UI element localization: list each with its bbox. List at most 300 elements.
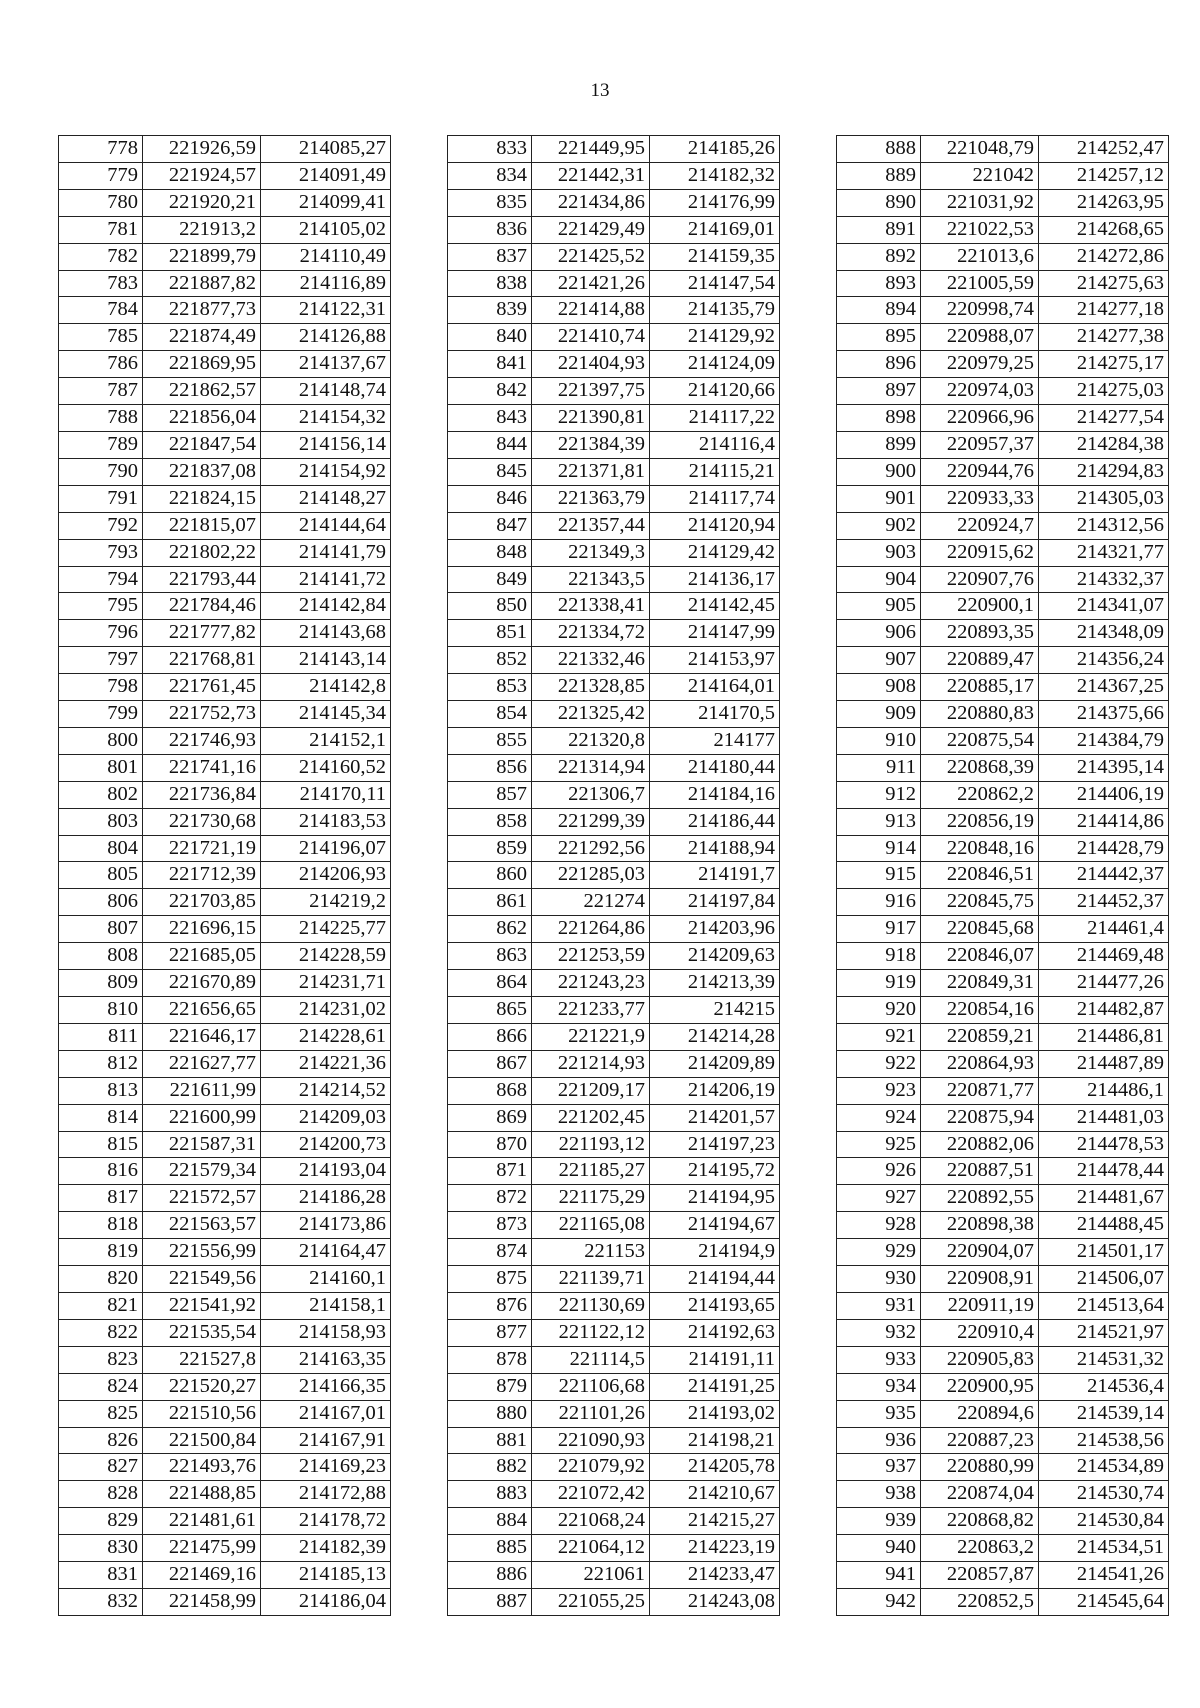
y-coordinate-cell: 214159,35 (650, 243, 780, 270)
table-row (448, 431, 780, 458)
point-number-cell: 930 (837, 1266, 921, 1293)
point-number-cell: 892 (837, 243, 921, 270)
x-coordinate-cell: 221343,5 (532, 566, 650, 593)
y-coordinate-cell: 214305,03 (1039, 485, 1169, 512)
point-number-cell: 925 (837, 1131, 921, 1158)
page-number: 13 (590, 80, 610, 101)
y-coordinate-cell: 214205,78 (650, 1454, 780, 1481)
table-row (59, 1454, 391, 1481)
x-coordinate-cell: 221784,46 (143, 593, 261, 620)
table-row (59, 1266, 391, 1293)
x-coordinate-cell: 221899,79 (143, 243, 261, 270)
point-number-cell: 867 (448, 1050, 532, 1077)
table-row (448, 485, 780, 512)
table-row (59, 1588, 391, 1615)
point-number-cell: 934 (837, 1373, 921, 1400)
y-coordinate-cell: 214153,97 (650, 647, 780, 674)
point-number-cell: 849 (448, 566, 532, 593)
x-coordinate-cell: 221510,56 (143, 1400, 261, 1427)
point-number-cell: 909 (837, 701, 921, 728)
point-number-cell: 851 (448, 620, 532, 647)
table-row (448, 297, 780, 324)
point-number-cell: 811 (59, 1023, 143, 1050)
point-number-cell: 938 (837, 1481, 921, 1508)
y-coordinate-cell: 214530,84 (1039, 1508, 1169, 1535)
table-row (837, 1212, 1169, 1239)
y-coordinate-cell: 214221,36 (261, 1050, 391, 1077)
x-coordinate-cell: 220880,99 (921, 1454, 1039, 1481)
y-coordinate-cell: 214486,1 (1039, 1077, 1169, 1104)
point-number-cell: 824 (59, 1373, 143, 1400)
x-coordinate-cell: 220845,75 (921, 889, 1039, 916)
table-row (837, 1266, 1169, 1293)
x-coordinate-cell: 221274 (532, 889, 650, 916)
table-row (837, 1158, 1169, 1185)
y-coordinate-cell: 214194,9 (650, 1239, 780, 1266)
table-row (448, 351, 780, 378)
y-coordinate-cell: 214481,67 (1039, 1185, 1169, 1212)
point-number-cell: 787 (59, 378, 143, 405)
x-coordinate-cell: 220988,07 (921, 324, 1039, 351)
x-coordinate-cell: 221072,42 (532, 1481, 650, 1508)
x-coordinate-cell: 221175,29 (532, 1185, 650, 1212)
table-row (837, 1427, 1169, 1454)
table-row (448, 835, 780, 862)
point-number-cell: 895 (837, 324, 921, 351)
point-number-cell: 799 (59, 701, 143, 728)
y-coordinate-cell: 214348,09 (1039, 620, 1169, 647)
x-coordinate-cell: 221793,44 (143, 566, 261, 593)
x-coordinate-cell: 221320,8 (532, 727, 650, 754)
table-row (448, 889, 780, 916)
y-coordinate-cell: 214122,31 (261, 297, 391, 324)
point-number-cell: 781 (59, 216, 143, 243)
x-coordinate-cell: 221357,44 (532, 512, 650, 539)
x-coordinate-cell: 221397,75 (532, 378, 650, 405)
table-row (837, 781, 1169, 808)
point-number-cell: 940 (837, 1535, 921, 1562)
point-number-cell: 916 (837, 889, 921, 916)
x-coordinate-cell: 220887,23 (921, 1427, 1039, 1454)
x-coordinate-cell: 221429,49 (532, 216, 650, 243)
x-coordinate-cell: 221114,5 (532, 1346, 650, 1373)
x-coordinate-cell: 221292,56 (532, 835, 650, 862)
point-number-cell: 918 (837, 943, 921, 970)
x-coordinate-cell: 221535,54 (143, 1319, 261, 1346)
table-row (448, 1266, 780, 1293)
point-number-cell: 853 (448, 674, 532, 701)
point-number-cell: 861 (448, 889, 532, 916)
y-coordinate-cell: 214312,56 (1039, 512, 1169, 539)
y-coordinate-cell: 214530,74 (1039, 1481, 1169, 1508)
point-number-cell: 864 (448, 970, 532, 997)
point-number-cell: 804 (59, 835, 143, 862)
point-number-cell: 885 (448, 1535, 532, 1562)
table-row (448, 136, 780, 163)
table-row (59, 1212, 391, 1239)
table-row (59, 270, 391, 297)
table-row (59, 808, 391, 835)
y-coordinate-cell: 214209,89 (650, 1050, 780, 1077)
y-coordinate-cell: 214209,63 (650, 943, 780, 970)
y-coordinate-cell: 214193,04 (261, 1158, 391, 1185)
point-number-cell: 795 (59, 593, 143, 620)
x-coordinate-cell: 220880,83 (921, 701, 1039, 728)
point-number-cell: 783 (59, 270, 143, 297)
y-coordinate-cell: 214160,52 (261, 754, 391, 781)
x-coordinate-cell: 221253,59 (532, 943, 650, 970)
y-coordinate-cell: 214214,52 (261, 1077, 391, 1104)
point-number-cell: 858 (448, 808, 532, 835)
y-coordinate-cell: 214233,47 (650, 1562, 780, 1589)
y-coordinate-cell: 214188,94 (650, 835, 780, 862)
table-row (448, 1077, 780, 1104)
table-row (59, 324, 391, 351)
table-row (448, 781, 780, 808)
y-coordinate-cell: 214442,37 (1039, 862, 1169, 889)
y-coordinate-cell: 214213,39 (650, 970, 780, 997)
table-row (837, 862, 1169, 889)
table-row (448, 1131, 780, 1158)
point-number-cell: 842 (448, 378, 532, 405)
table-row (448, 862, 780, 889)
x-coordinate-cell: 220859,21 (921, 1023, 1039, 1050)
y-coordinate-cell: 214228,61 (261, 1023, 391, 1050)
point-number-cell: 936 (837, 1427, 921, 1454)
table-row (448, 754, 780, 781)
table-row (837, 701, 1169, 728)
x-coordinate-cell: 220900,1 (921, 593, 1039, 620)
table-row (59, 647, 391, 674)
point-number-cell: 906 (837, 620, 921, 647)
x-coordinate-cell: 221165,08 (532, 1212, 650, 1239)
y-coordinate-cell: 214135,79 (650, 297, 780, 324)
table-row (448, 1104, 780, 1131)
table-row (837, 1373, 1169, 1400)
y-coordinate-cell: 214414,86 (1039, 808, 1169, 835)
table-row (59, 835, 391, 862)
table-row (837, 620, 1169, 647)
point-number-cell: 914 (837, 835, 921, 862)
y-coordinate-cell: 214126,88 (261, 324, 391, 351)
point-number-cell: 901 (837, 485, 921, 512)
y-coordinate-cell: 214182,32 (650, 162, 780, 189)
table-row (837, 566, 1169, 593)
x-coordinate-cell: 221449,95 (532, 136, 650, 163)
table-row (837, 997, 1169, 1024)
y-coordinate-cell: 214284,38 (1039, 431, 1169, 458)
point-number-cell: 792 (59, 512, 143, 539)
x-coordinate-cell: 221824,15 (143, 485, 261, 512)
table-row (59, 566, 391, 593)
x-coordinate-cell: 221055,25 (532, 1588, 650, 1615)
y-coordinate-cell: 214193,65 (650, 1292, 780, 1319)
y-coordinate-cell: 214120,94 (650, 512, 780, 539)
x-coordinate-cell: 221563,57 (143, 1212, 261, 1239)
x-coordinate-cell: 221334,72 (532, 620, 650, 647)
point-number-cell: 860 (448, 862, 532, 889)
y-coordinate-cell: 214321,77 (1039, 539, 1169, 566)
y-coordinate-cell: 214178,72 (261, 1508, 391, 1535)
x-coordinate-cell: 220849,31 (921, 970, 1039, 997)
table-row (59, 458, 391, 485)
point-number-cell: 862 (448, 916, 532, 943)
point-number-cell: 859 (448, 835, 532, 862)
x-coordinate-cell: 221556,99 (143, 1239, 261, 1266)
y-coordinate-cell: 214158,1 (261, 1292, 391, 1319)
y-coordinate-cell: 214481,03 (1039, 1104, 1169, 1131)
y-coordinate-cell: 214170,11 (261, 781, 391, 808)
table-row (448, 1588, 780, 1615)
x-coordinate-cell: 220979,25 (921, 351, 1039, 378)
y-coordinate-cell: 214191,25 (650, 1373, 780, 1400)
table-row (59, 1535, 391, 1562)
point-number-cell: 785 (59, 324, 143, 351)
y-coordinate-cell: 214186,28 (261, 1185, 391, 1212)
y-coordinate-cell: 214539,14 (1039, 1400, 1169, 1427)
y-coordinate-cell: 214275,17 (1039, 351, 1169, 378)
y-coordinate-cell: 214143,14 (261, 647, 391, 674)
point-number-cell: 880 (448, 1400, 532, 1427)
table-row (59, 970, 391, 997)
table-row (448, 1562, 780, 1589)
y-coordinate-cell: 214142,45 (650, 593, 780, 620)
point-number-cell: 893 (837, 270, 921, 297)
y-coordinate-cell: 214206,93 (261, 862, 391, 889)
point-number-cell: 875 (448, 1266, 532, 1293)
y-coordinate-cell: 214158,93 (261, 1319, 391, 1346)
table-row (448, 1158, 780, 1185)
table-row (837, 1131, 1169, 1158)
table-row (837, 674, 1169, 701)
x-coordinate-cell: 221924,57 (143, 162, 261, 189)
x-coordinate-cell: 221349,3 (532, 539, 650, 566)
point-number-cell: 830 (59, 1535, 143, 1562)
y-coordinate-cell: 214203,96 (650, 916, 780, 943)
x-coordinate-cell: 220846,07 (921, 943, 1039, 970)
point-number-cell: 919 (837, 970, 921, 997)
x-coordinate-cell: 220874,04 (921, 1481, 1039, 1508)
y-coordinate-cell: 214534,51 (1039, 1535, 1169, 1562)
point-number-cell: 818 (59, 1212, 143, 1239)
y-coordinate-cell: 214169,01 (650, 216, 780, 243)
x-coordinate-cell: 221837,08 (143, 458, 261, 485)
x-coordinate-cell: 220974,03 (921, 378, 1039, 405)
x-coordinate-cell: 220915,62 (921, 539, 1039, 566)
y-coordinate-cell: 214192,63 (650, 1319, 780, 1346)
y-coordinate-cell: 214154,92 (261, 458, 391, 485)
point-number-cell: 890 (837, 189, 921, 216)
point-number-cell: 838 (448, 270, 532, 297)
point-number-cell: 889 (837, 162, 921, 189)
x-coordinate-cell: 221031,92 (921, 189, 1039, 216)
point-number-cell: 908 (837, 674, 921, 701)
table-row (448, 674, 780, 701)
point-number-cell: 784 (59, 297, 143, 324)
point-number-cell: 816 (59, 1158, 143, 1185)
point-number-cell: 873 (448, 1212, 532, 1239)
point-number-cell: 865 (448, 997, 532, 1024)
point-number-cell: 808 (59, 943, 143, 970)
x-coordinate-cell: 221371,81 (532, 458, 650, 485)
table-row (59, 727, 391, 754)
point-number-cell: 805 (59, 862, 143, 889)
point-number-cell: 933 (837, 1346, 921, 1373)
point-number-cell: 921 (837, 1023, 921, 1050)
y-coordinate-cell: 214110,49 (261, 243, 391, 270)
table-row (837, 297, 1169, 324)
table-row (837, 916, 1169, 943)
y-coordinate-cell: 214194,95 (650, 1185, 780, 1212)
x-coordinate-cell: 221425,52 (532, 243, 650, 270)
table-row (837, 1562, 1169, 1589)
point-number-cell: 788 (59, 405, 143, 432)
x-coordinate-cell: 221068,24 (532, 1508, 650, 1535)
x-coordinate-cell: 220863,2 (921, 1535, 1039, 1562)
point-number-cell: 847 (448, 512, 532, 539)
table-row (448, 1212, 780, 1239)
x-coordinate-cell: 221741,16 (143, 754, 261, 781)
point-number-cell: 794 (59, 566, 143, 593)
y-coordinate-cell: 214545,64 (1039, 1588, 1169, 1615)
x-coordinate-cell: 221703,85 (143, 889, 261, 916)
table-row (448, 1346, 780, 1373)
y-coordinate-cell: 214277,18 (1039, 297, 1169, 324)
table-row (837, 378, 1169, 405)
x-coordinate-cell: 221869,95 (143, 351, 261, 378)
table-row (837, 324, 1169, 351)
table-row (448, 1508, 780, 1535)
point-number-cell: 879 (448, 1373, 532, 1400)
x-coordinate-cell: 220871,77 (921, 1077, 1039, 1104)
x-coordinate-cell: 221122,12 (532, 1319, 650, 1346)
x-coordinate-cell: 221500,84 (143, 1427, 261, 1454)
table-row (59, 1508, 391, 1535)
y-coordinate-cell: 214521,97 (1039, 1319, 1169, 1346)
x-coordinate-cell: 220852,5 (921, 1588, 1039, 1615)
x-coordinate-cell: 221193,12 (532, 1131, 650, 1158)
point-number-cell: 810 (59, 997, 143, 1024)
x-coordinate-cell: 220892,55 (921, 1185, 1039, 1212)
x-coordinate-cell: 221611,99 (143, 1077, 261, 1104)
point-number-cell: 827 (59, 1454, 143, 1481)
point-number-cell: 903 (837, 539, 921, 566)
table-row (59, 1319, 391, 1346)
table-row (448, 970, 780, 997)
y-coordinate-cell: 214534,89 (1039, 1454, 1169, 1481)
table-row (837, 458, 1169, 485)
y-coordinate-cell: 214332,37 (1039, 566, 1169, 593)
point-number-cell: 840 (448, 324, 532, 351)
x-coordinate-cell: 221752,73 (143, 701, 261, 728)
x-coordinate-cell: 221469,16 (143, 1562, 261, 1589)
y-coordinate-cell: 214477,26 (1039, 970, 1169, 997)
point-number-cell: 910 (837, 727, 921, 754)
x-coordinate-cell: 221627,77 (143, 1050, 261, 1077)
x-coordinate-cell: 221064,12 (532, 1535, 650, 1562)
y-coordinate-cell: 214225,77 (261, 916, 391, 943)
x-coordinate-cell: 221325,42 (532, 701, 650, 728)
table-row (837, 970, 1169, 997)
x-coordinate-cell: 220898,38 (921, 1212, 1039, 1239)
table-row (448, 243, 780, 270)
y-coordinate-cell: 214195,72 (650, 1158, 780, 1185)
y-coordinate-cell: 214461,4 (1039, 916, 1169, 943)
point-number-cell: 813 (59, 1077, 143, 1104)
x-coordinate-cell: 221730,68 (143, 808, 261, 835)
point-number-cell: 874 (448, 1239, 532, 1266)
x-coordinate-cell: 221013,6 (921, 243, 1039, 270)
x-coordinate-cell: 221243,23 (532, 970, 650, 997)
y-coordinate-cell: 214272,86 (1039, 243, 1169, 270)
y-coordinate-cell: 214166,35 (261, 1373, 391, 1400)
point-number-cell: 902 (837, 512, 921, 539)
point-number-cell: 878 (448, 1346, 532, 1373)
point-number-cell: 939 (837, 1508, 921, 1535)
y-coordinate-cell: 214144,64 (261, 512, 391, 539)
x-coordinate-cell: 221856,04 (143, 405, 261, 432)
x-coordinate-cell: 221475,99 (143, 1535, 261, 1562)
point-number-cell: 806 (59, 889, 143, 916)
y-coordinate-cell: 214176,99 (650, 189, 780, 216)
table-row (837, 512, 1169, 539)
table-row (837, 754, 1169, 781)
point-number-cell: 896 (837, 351, 921, 378)
y-coordinate-cell: 214160,1 (261, 1266, 391, 1293)
point-number-cell: 814 (59, 1104, 143, 1131)
x-coordinate-cell: 221887,82 (143, 270, 261, 297)
point-number-cell: 941 (837, 1562, 921, 1589)
x-coordinate-cell: 221042 (921, 162, 1039, 189)
table-row (448, 405, 780, 432)
y-coordinate-cell: 214164,01 (650, 674, 780, 701)
table-row (59, 216, 391, 243)
point-number-cell: 854 (448, 701, 532, 728)
table-row (59, 1292, 391, 1319)
x-coordinate-cell: 221877,73 (143, 297, 261, 324)
y-coordinate-cell: 214191,7 (650, 862, 780, 889)
y-coordinate-cell: 214172,88 (261, 1481, 391, 1508)
table-row (837, 943, 1169, 970)
point-number-cell: 923 (837, 1077, 921, 1104)
x-coordinate-cell: 221079,92 (532, 1454, 650, 1481)
table-row (59, 189, 391, 216)
x-coordinate-cell: 221736,84 (143, 781, 261, 808)
table-row (448, 270, 780, 297)
point-number-cell: 882 (448, 1454, 532, 1481)
point-number-cell: 883 (448, 1481, 532, 1508)
x-coordinate-cell: 220864,93 (921, 1050, 1039, 1077)
table-row (448, 1427, 780, 1454)
x-coordinate-cell: 220885,17 (921, 674, 1039, 701)
x-coordinate-cell: 220875,94 (921, 1104, 1039, 1131)
y-coordinate-cell: 214228,59 (261, 943, 391, 970)
y-coordinate-cell: 214395,14 (1039, 754, 1169, 781)
table-row (837, 1346, 1169, 1373)
y-coordinate-cell: 214183,53 (261, 808, 391, 835)
table-row (837, 485, 1169, 512)
y-coordinate-cell: 214154,32 (261, 405, 391, 432)
x-coordinate-cell: 220854,16 (921, 997, 1039, 1024)
y-coordinate-cell: 214091,49 (261, 162, 391, 189)
x-coordinate-cell: 221332,46 (532, 647, 650, 674)
table-row (837, 1454, 1169, 1481)
x-coordinate-cell: 220907,76 (921, 566, 1039, 593)
table-row (448, 539, 780, 566)
point-number-cell: 894 (837, 297, 921, 324)
x-coordinate-cell: 221090,93 (532, 1427, 650, 1454)
point-number-cell: 801 (59, 754, 143, 781)
